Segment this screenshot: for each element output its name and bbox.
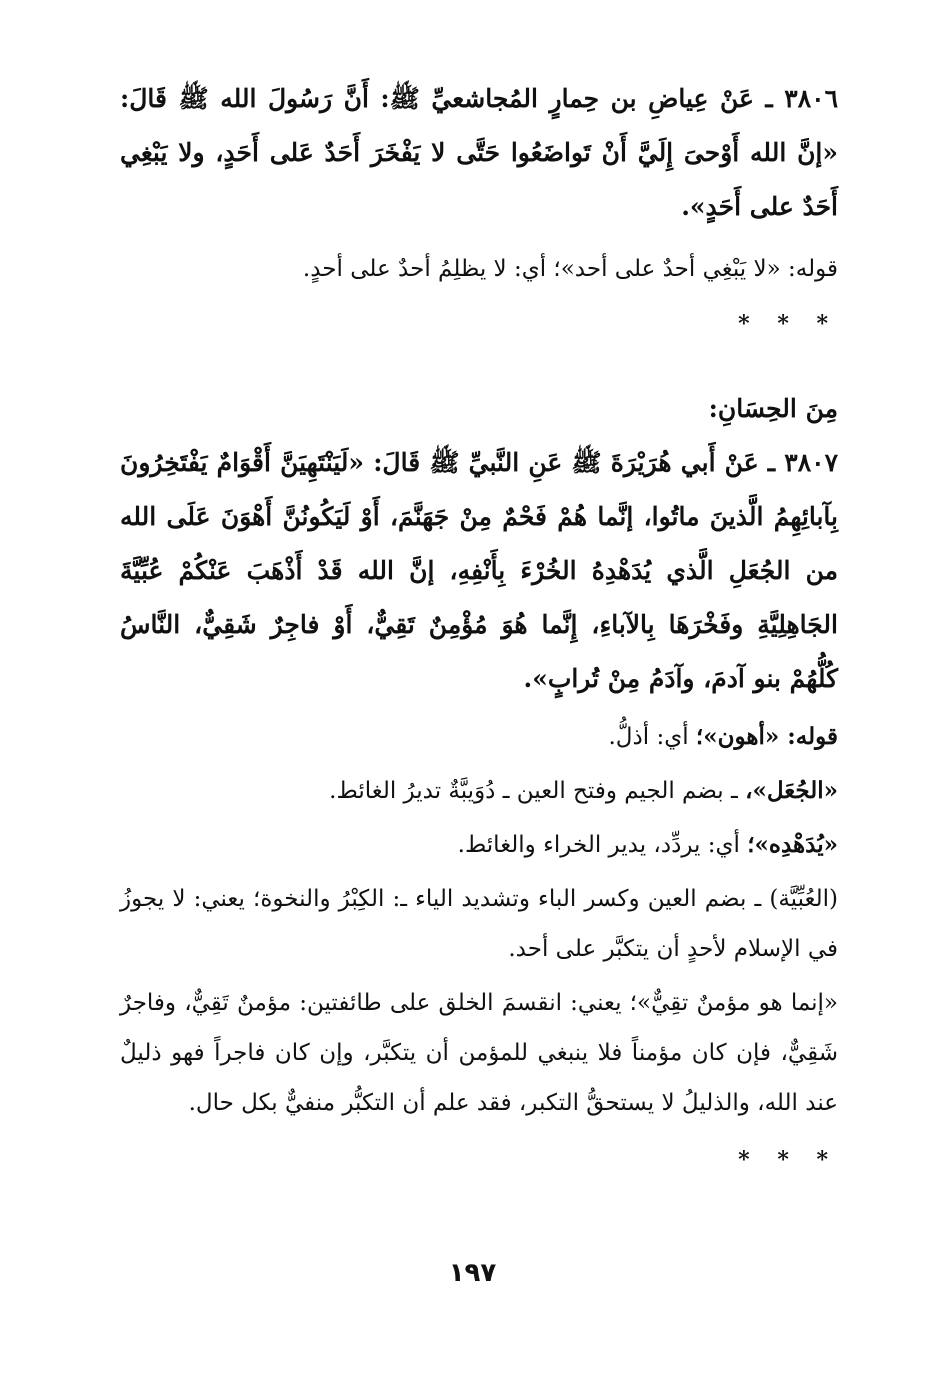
note-text: (العُبِّيَّة) ـ بضم العين وكسر الباء وتشديد الياء ـ: الكِبْرُ والنخوة؛ يعني: لا يجوزُ في الإسلام لأحدٍ أن يتكبَّر على أحد. bbox=[120, 886, 838, 962]
note-text: ـ بضم الجيم وفتح العين ـ دُوَيبَّةٌ تديرُ الغائط. bbox=[329, 778, 746, 804]
page-body bbox=[120, 72, 838, 1220]
note-text: «إنما هو مؤمنٌ تقِيٌّ»؛ يعني: انقسمَ الخلق على طائفتين: مؤمنٌ تَقِيٌّ، وفاجرٌ شَقِيٌّ، فإن كان مؤمناً فلا ينبغي للمؤمن أن يتكبَّر، وإن كان فاجراً فهو ذليلٌ عند الله، والذليلُ لا يستحقُّ التكبر، فقد علم أن التكبُّر منفيٌّ بكل حال. bbox=[120, 990, 838, 1116]
note-lead: «الجُعَل»، bbox=[745, 777, 838, 804]
hadith-3806-text: ٣٨٠٦ ـ عَنْ عِياضِ بن حِمارٍ المُجاشعيِّ ﷺ: أَنَّ رَسُولَ الله ﷺ قَالَ: «إنَّ الله أَوْحىَ إِلَيَّ أَنْ تَواضَعُوا حَتَّى لا يَفْخَرَ أَحَدٌ عَلى أَحَدٍ، ولا يَبْغِي أَحَدٌ على أَحَدٍ». bbox=[120, 84, 838, 221]
page-number: ١٩٧ bbox=[448, 1258, 497, 1288]
hadith-3807-text: ٣٨٠٧ ـ عَنْ أَبي هُرَيْرَةَ ﷺ عَنِ النَّبيِّ ﷺ قَالَ: «لَيَنْتَهِيَنَّ أَقْوَامٌ يَفْتَخِرُونَ بِآبائِهِمُ الَّذينَ ماتُوا، إنَّما هُمْ فَحْمٌ مِنْ جَهَنَّمَ، أَوْ لَيَكُونُنَّ أَهْوَنَ عَلَى الله من الجُعَلِ الَّذي يُدَهْدِهُ الخُرْءَ بِأَنْفِهِ، إنَّ الله قَدْ أَذْهَبَ عَنْكُمْ عُبِّيَّةَ الجَاهِلِيَّةِ وفَخْرَهَا بِالآباءِ، إِنَّما هُوَ مُؤْمِنٌ تَقِيٌّ، أَوْ فاجِرٌ شَقِيٌّ، النَّاسُ كُلُّهُمْ بنو آدمَ، وآدَمُ مِنْ تُرابٍ». bbox=[120, 448, 838, 693]
note-lead: «يُدَهْدِه»؛ bbox=[747, 831, 838, 858]
note-item bbox=[120, 874, 838, 974]
hadith-3806-commentary: قوله: «لا يَبْغِي أحدٌ على أحد»؛ أي: لا يظلِمُ أحدٌ على أحدٍ. bbox=[302, 256, 838, 282]
note-item bbox=[120, 978, 838, 1128]
section-title: مِنَ الحِسَانِ: bbox=[708, 394, 838, 423]
note-item bbox=[120, 766, 838, 816]
note-lead: قوله: «أهون»؛ bbox=[695, 723, 838, 750]
section-separator: * * * bbox=[738, 311, 838, 337]
note-text: أي: يردِّد، يدير الخراء والغائط. bbox=[457, 832, 748, 858]
section-separator: * * * bbox=[738, 1147, 838, 1173]
note-item bbox=[120, 820, 838, 870]
note-text: أي: أذلُّ. bbox=[608, 724, 696, 750]
note-item bbox=[120, 712, 838, 762]
